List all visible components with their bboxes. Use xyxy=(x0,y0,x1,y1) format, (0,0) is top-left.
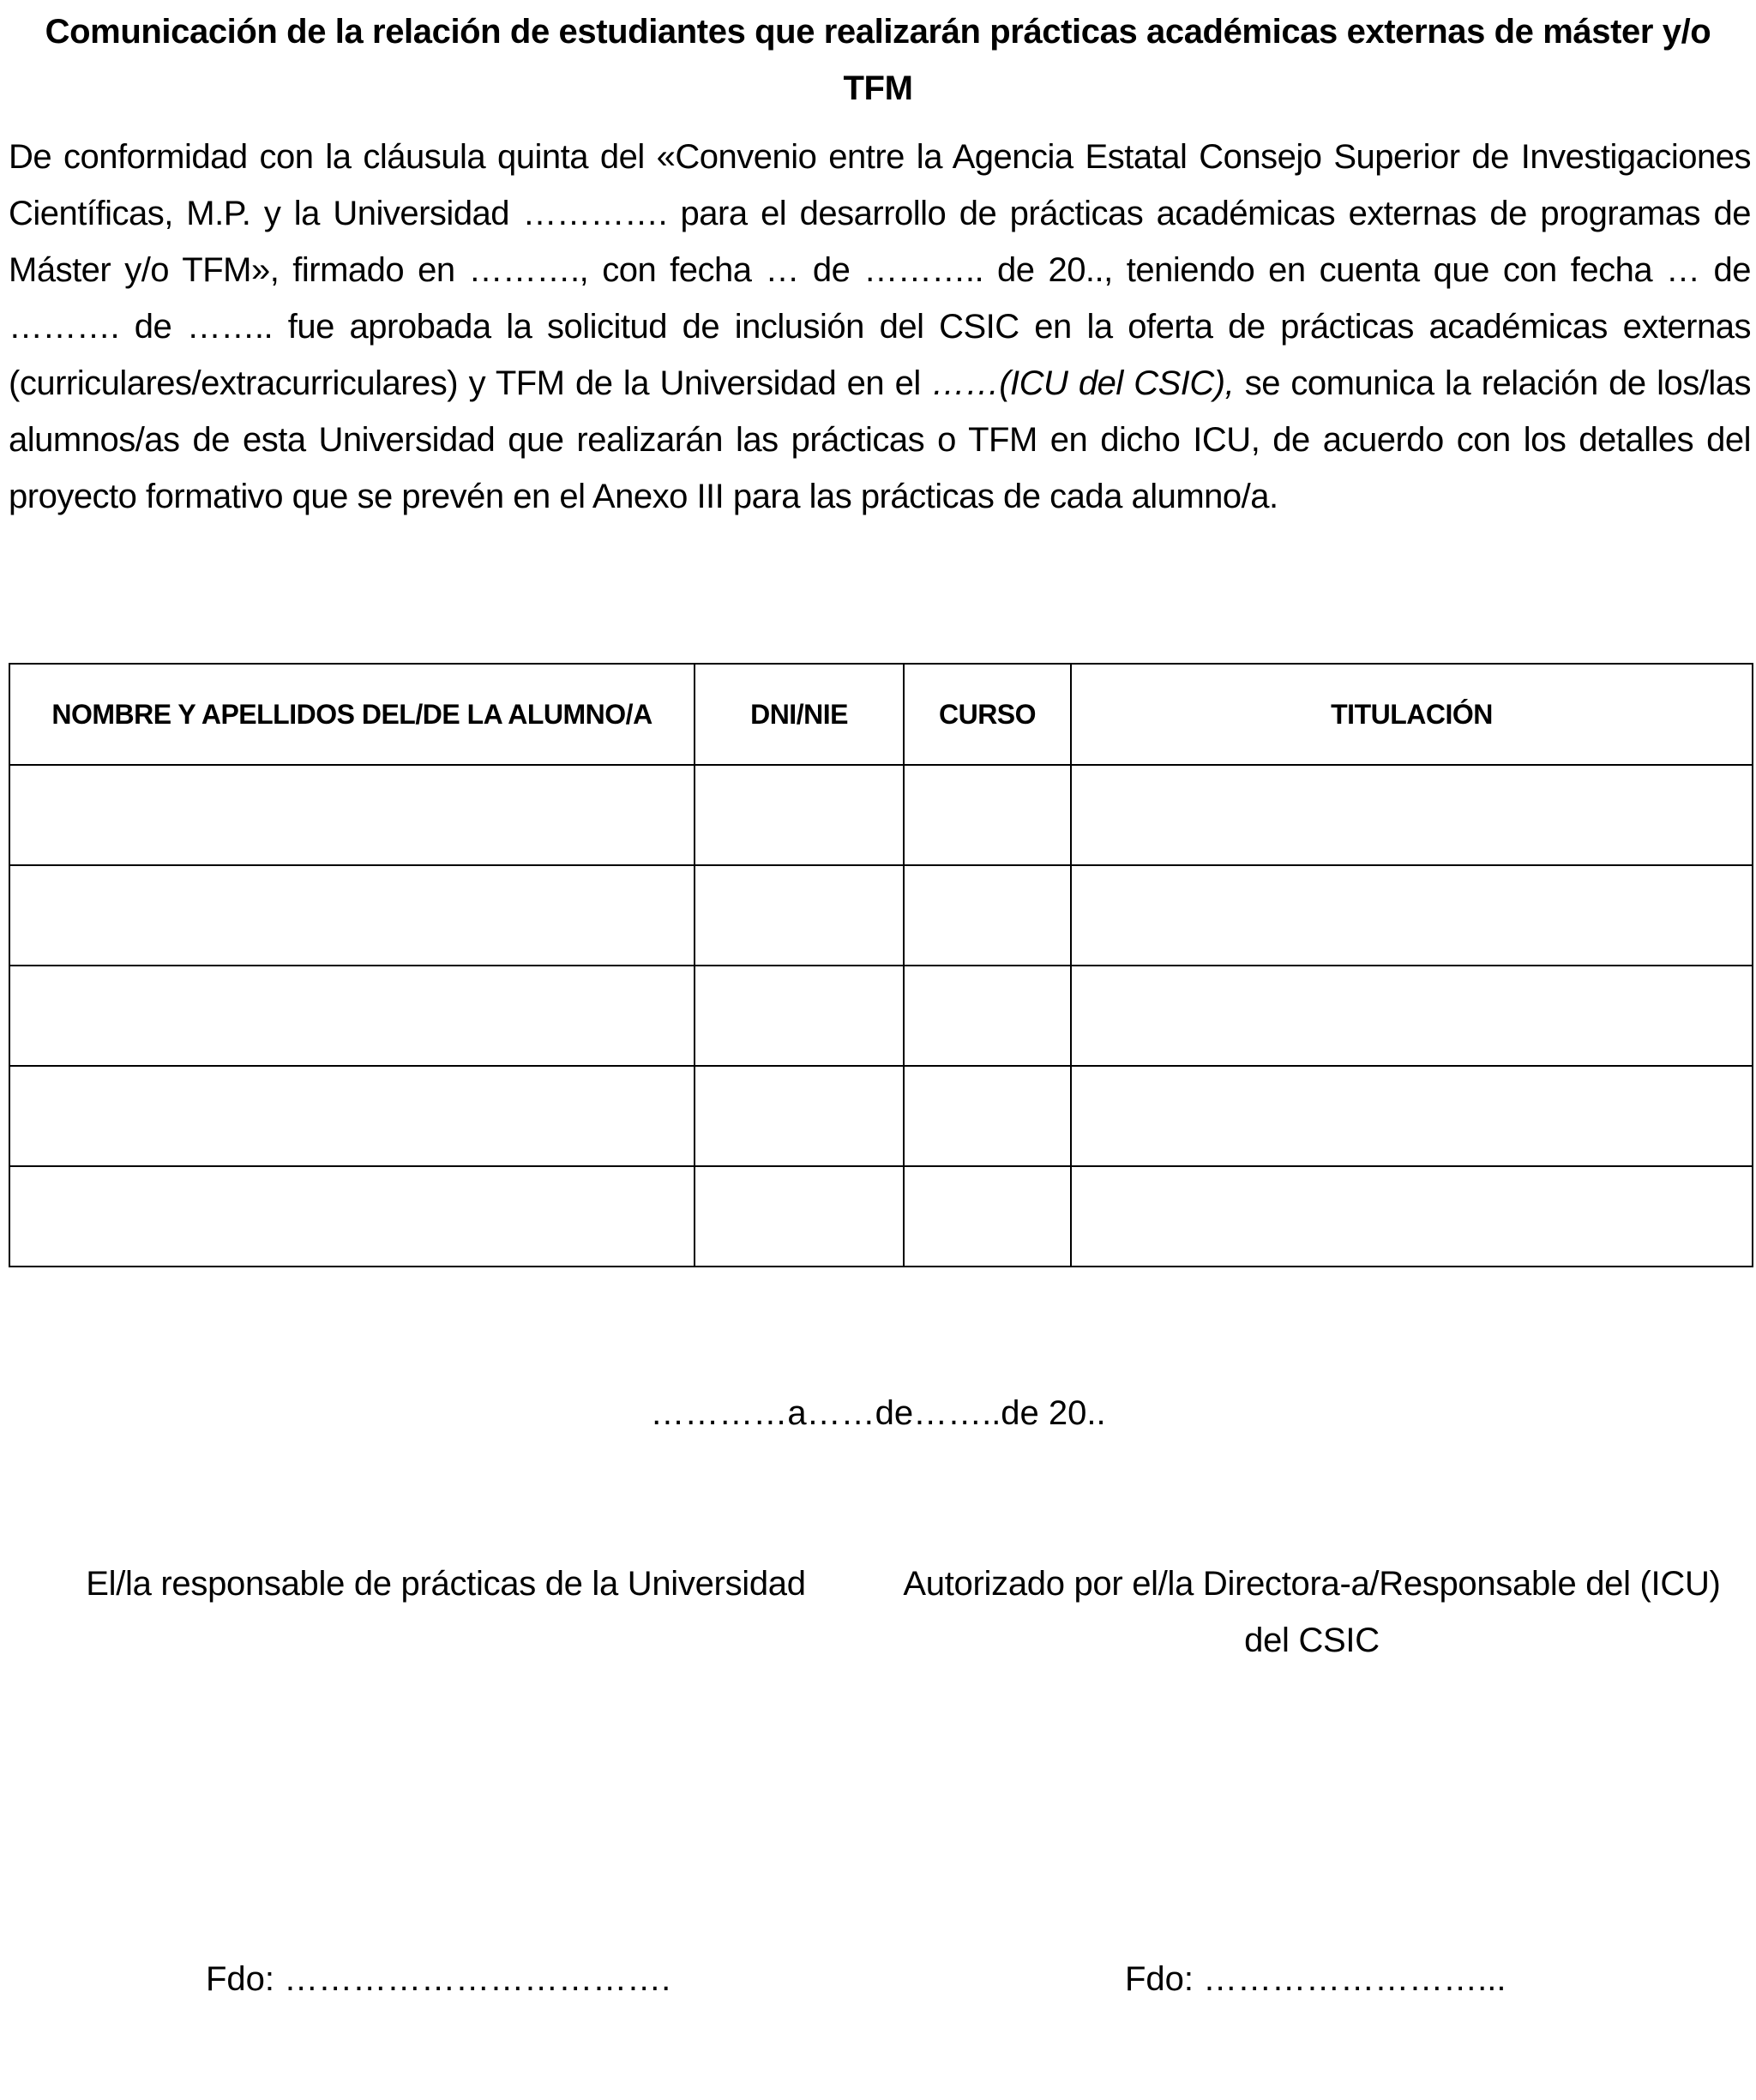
cell-course[interactable] xyxy=(904,966,1071,1066)
cell-degree[interactable] xyxy=(1071,1166,1753,1267)
cell-dni[interactable] xyxy=(695,765,904,865)
intro-text-end: se comunica la relación de los/las alumnos/as de esta Universidad que realizarán las prácticas o TFM en dicho ICU, de acuerdo con los detalles del proyecto formativo que se prevén en el Anexo III para las prácticas de cada alumno/a. xyxy=(9,364,1752,515)
cell-dni[interactable] xyxy=(695,966,904,1066)
cell-degree[interactable] xyxy=(1071,1066,1753,1166)
table-row xyxy=(9,1066,1753,1166)
cell-name[interactable] xyxy=(9,1166,695,1267)
header-degree: TITULACIÓN xyxy=(1071,664,1753,765)
cell-course[interactable] xyxy=(904,1166,1071,1267)
header-dni: DNI/NIE xyxy=(695,664,904,765)
intro-text: De conformidad con la cláusula quinta del «Convenio entre la Agencia Estatal Consejo Superior de Investigaciones Científicas, M.P. y la Universidad …………. para el desarrollo de prácticas académicas externas de programas de Máster y/o TFM», firmado en ………., con fecha … de ……….. de 20.., teniendo en cuenta que con fecha … de ………. de …….. fue aprobada la solicitud de inclusión del CSIC en la oferta de prácticas académicas externas (curriculares/extracurriculares) y TFM de la Universidad en el xyxy=(9,138,1751,402)
cell-degree[interactable] xyxy=(1071,865,1753,966)
cell-name[interactable] xyxy=(9,1066,695,1166)
cell-course[interactable] xyxy=(904,1066,1071,1166)
cell-course[interactable] xyxy=(904,865,1071,966)
table-row xyxy=(9,765,1753,865)
cell-dni[interactable] xyxy=(695,1166,904,1267)
cell-degree[interactable] xyxy=(1071,765,1753,865)
cell-name[interactable] xyxy=(9,865,695,966)
header-course: CURSO xyxy=(904,664,1071,765)
cell-degree[interactable] xyxy=(1071,966,1753,1066)
cell-name[interactable] xyxy=(9,765,695,865)
cell-course[interactable] xyxy=(904,765,1071,865)
csic-signature-line: Fdo: ……………………... xyxy=(1125,1960,1506,1998)
intro-paragraph xyxy=(9,129,1751,525)
csic-signer-label: Autorizado por el/la Directora-a/Responsable del (ICU) del CSIC xyxy=(903,1565,1721,1659)
document-title: Comunicación de la relación de estudiantes que realizarán prácticas académicas externas de máster y/o TFM xyxy=(45,13,1711,107)
table-row xyxy=(9,966,1753,1066)
university-signature-line: Fdo: ……………………………. xyxy=(206,1960,671,1998)
intro-italic-text: ……(ICU del CSIC), xyxy=(931,364,1235,402)
date-line: …………a……de……..de 20.. xyxy=(650,1394,1106,1432)
table-header-row xyxy=(9,664,1753,765)
table-row xyxy=(9,1166,1753,1267)
header-name: NOMBRE Y APELLIDOS DEL/DE LA ALUMNO/A xyxy=(9,664,695,765)
cell-dni[interactable] xyxy=(695,1066,904,1166)
students-table xyxy=(9,663,1753,1267)
table-row xyxy=(9,865,1753,966)
university-signer-label: El/la responsable de prácticas de la Universidad xyxy=(86,1565,806,1603)
cell-dni[interactable] xyxy=(695,865,904,966)
cell-name[interactable] xyxy=(9,966,695,1066)
